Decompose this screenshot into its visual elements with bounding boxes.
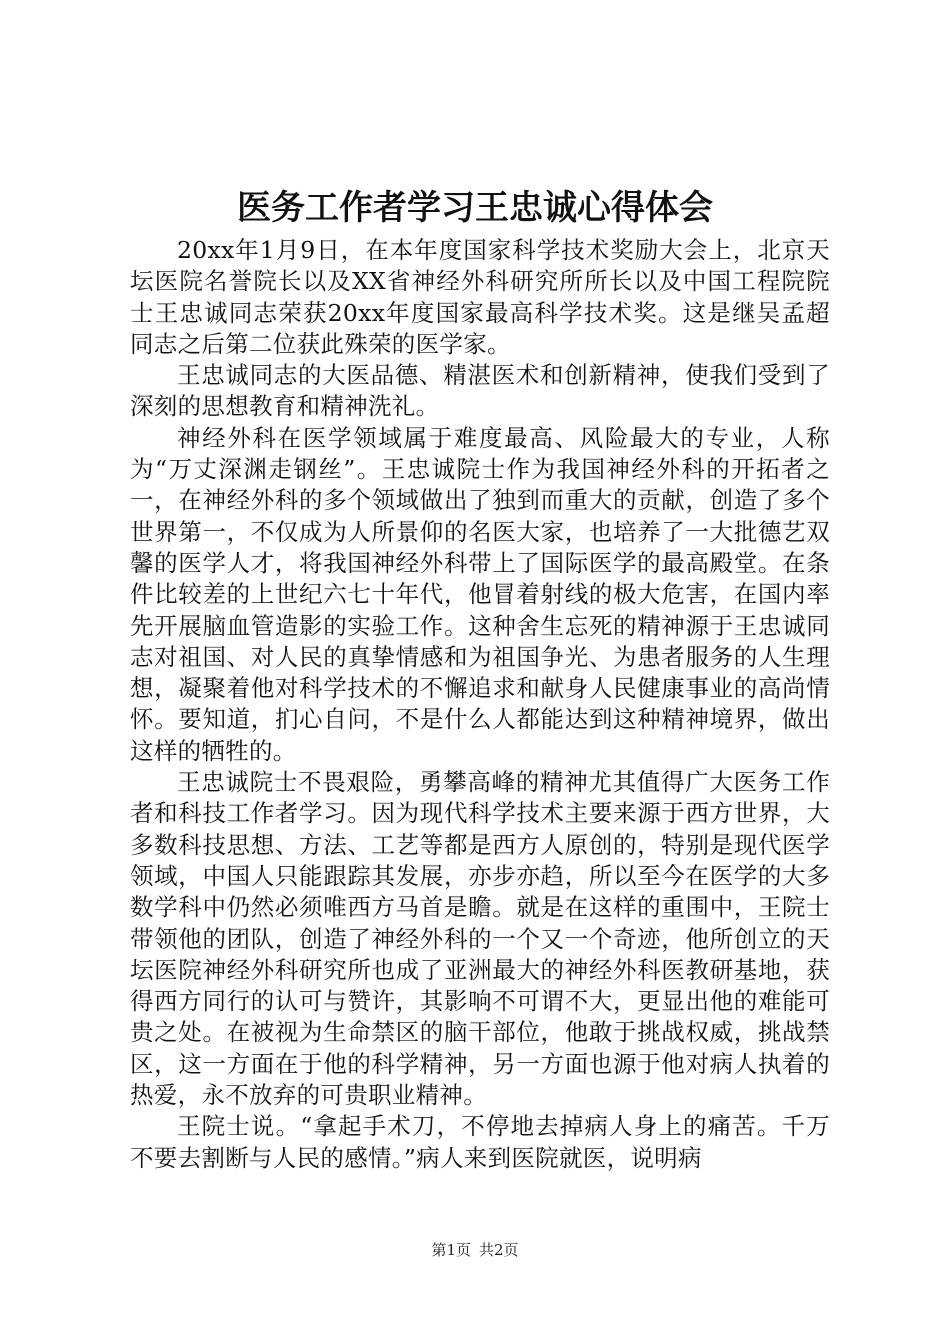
- document-title: 医务工作者学习王忠诚心得体会: [237, 188, 713, 228]
- paragraph: 神经外科在医学领域属于难度最高、风险最大的专业，人称为“万丈深渊走钢丝”。王忠诚院士作为我国神经外科的开拓者之一，在神经外科的多个领域做出了独到而重大的贡献，创造了多个世界第一，不仅成为人所景仰的名医大家，也培养了一大批德艺双馨的医学人才，将我国神经外科带上了国际医学的最高殿堂。在条件比较差的上世纪六七十年代，他冒着射线的极大危害，在国内率先开展脑血管造影的实验工作。这种舍生忘死的精神源于王忠诚同志对祖国、对人民的真挚情感和为祖国争光、为患者服务的人生理想，凝聚着他对科学技术的不懈追求和献身人民健康事业的高尚情怀。要知道，扪心自问，不是什么人都能达到这种精神境界，做出这样的牺牲的。: [130, 423, 830, 765]
- paragraph: 王忠诚院士不畏艰险，勇攀高峰的精神尤其值得广大医务工作者和科技工作者学习。因为现代科学技术主要来源于西方世界，大多数科技思想、方法、工艺等都是西方人原创的，特别是现代医学领域，中国人只能跟踪其发展，亦步亦趋，所以至今在医学的大多数学科中仍然必须唯西方马首是瞻。就是在这样的重围中，王院士带领他的团队，创造了神经外科的一个又一个奇迹，他所创立的天坛医院神经外科研究所也成了亚洲最大的神经外科医教研基地，获得西方同行的认可与赞许，其影响不可谓不大，更显出他的难能可贵之处。在被视为生命禁区的脑干部位，他敢于挑战权威，挑战禁区，这一方面在于他的科学精神，另一方面也源于他对病人执着的热爱，永不放弃的可贵职业精神。: [130, 768, 830, 1110]
- page-footer: [0, 1240, 950, 1260]
- paragraph: 20xx年1月9日，在本年度国家科学技术奖励大会上，北京天坛医院名誉院长以及XX省神经外科研究所所长以及中国工程院院士王忠诚同志荣获20xx年度国家最高科学技术奖。这是继吴孟超同志之后第二位获此殊荣的医学家。: [130, 236, 830, 358]
- paragraph: 王忠诚同志的大医品德、精湛医术和创新精神，使我们受到了深刻的思想教育和精神洗礼。: [130, 361, 830, 421]
- page-number: 第1页: [431, 1241, 471, 1259]
- page-total: 共2页: [479, 1241, 519, 1259]
- document-body: [130, 235, 830, 1174]
- paragraph: 王院士说。“拿起手术刀，不停地去掉病人身上的痛苦。千万不要去割断与人民的感情。”病人来到医院就医，说明病: [130, 1112, 830, 1172]
